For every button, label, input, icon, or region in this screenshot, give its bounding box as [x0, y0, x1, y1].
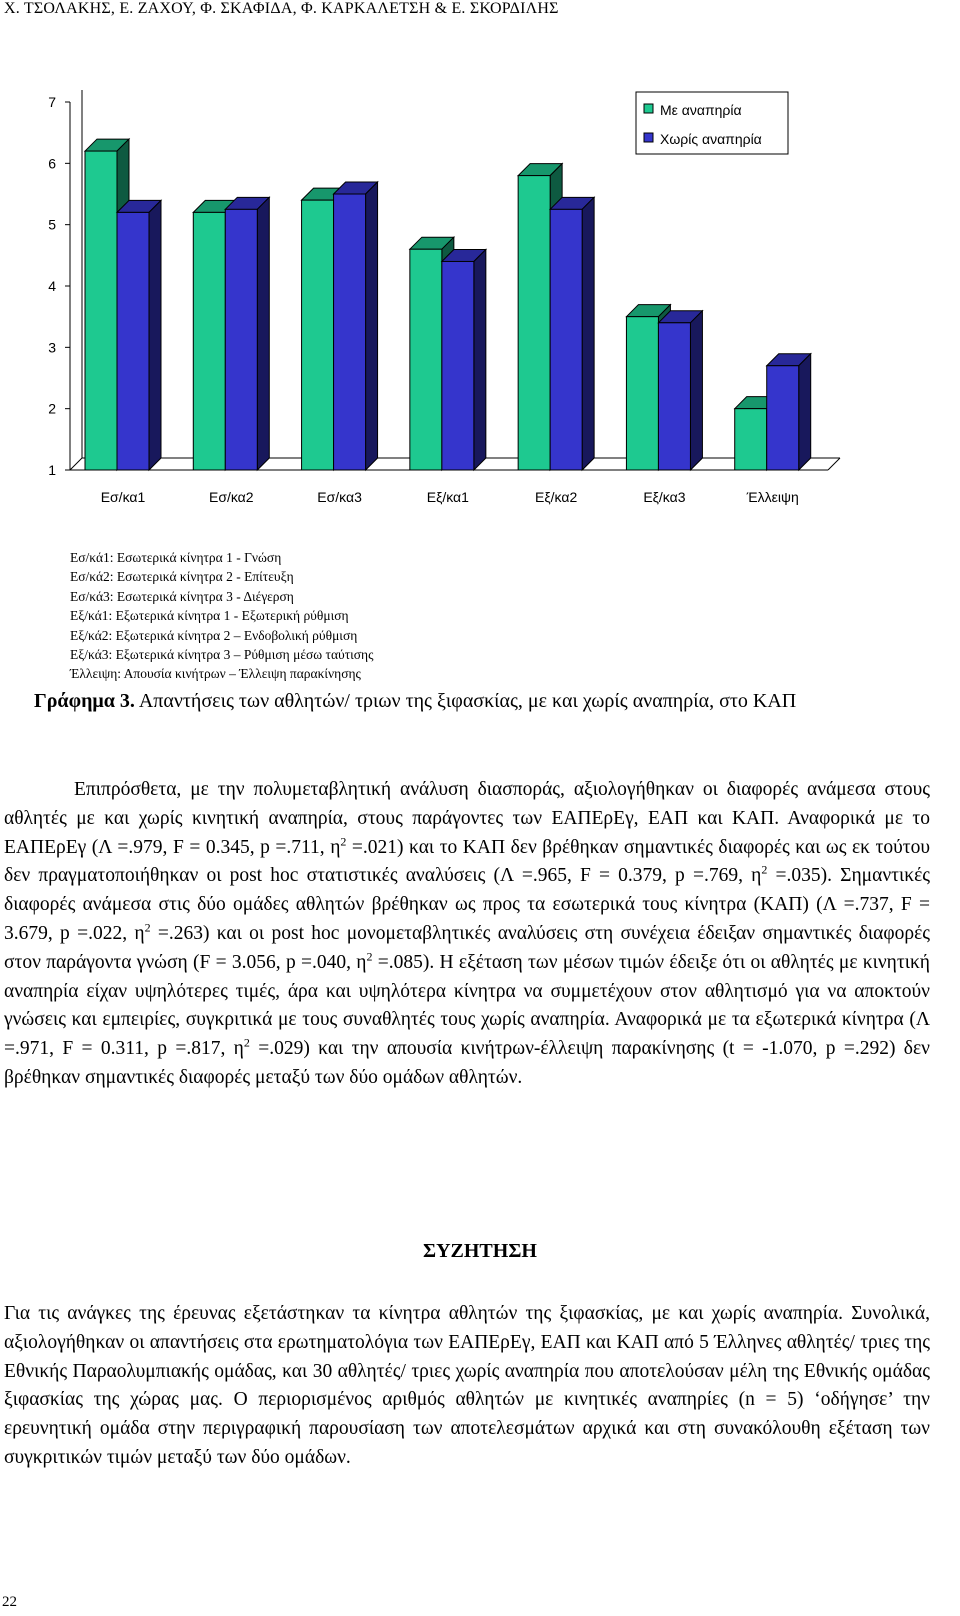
bar	[410, 249, 442, 470]
figure-label: Γράφημα 3.	[34, 690, 135, 712]
y-tick-label: 7	[48, 94, 56, 110]
abbreviation-note: Εξ/κά1: Εξωτερικά κίνητρα 1 - Εξωτερική ρύθμιση	[70, 608, 349, 624]
bar	[658, 323, 690, 470]
x-tick-label: Έλλειψη	[746, 489, 799, 505]
text-run: =.021) και το ΚΑΠ δεν βρέθηκαν σημαντικές διαφορές και ως εκ τούτου δεν πραγματοποιήθηκαν οι post hoc στατιστικές αναλύσεις (Λ =.965, F = 0.379, p =.769, η	[4, 836, 931, 887]
abbreviation-note: Εξ/κά2: Εξωτερικά κίνητρα 2 – Ενδοβολική ρύθμιση	[70, 627, 358, 643]
abbreviation-note: Εξ/κά3: Εξωτερικά κίνητρα 3 – Ρύθμιση μέσω ταύτισης	[70, 647, 374, 663]
legend-swatch	[644, 104, 653, 113]
bar	[193, 212, 225, 470]
abbreviation-note: Εσ/κά1: Εσωτερικά κίνητρα 1 - Γνώση	[70, 550, 282, 565]
superscript: 2	[761, 862, 768, 877]
x-tick-label: Εξ/κα1	[426, 489, 469, 505]
bar	[735, 409, 767, 470]
figure-caption-text: Απαντήσεις των αθλητών/ τριων της ξιφασκίας, με και χωρίς αναπηρία, στο ΚΑΠ	[134, 690, 797, 712]
bar	[302, 200, 334, 470]
abbreviation-note: Εσ/κά2: Εσωτερικά κίνητρα 2 - Επίτευξη	[70, 569, 294, 585]
legend-label: Με αναπηρία	[660, 102, 742, 118]
bar	[550, 209, 582, 470]
bar	[442, 261, 474, 470]
y-tick-label: 4	[48, 278, 56, 294]
legend-label: Χωρίς αναπηρία	[660, 131, 762, 147]
chart-bars	[85, 139, 811, 470]
running-header: Χ. ΤΣΟΛΑΚΗΣ, Ε. ΖΑΧΟΥ, Φ. ΣΚΑΦΙΔΑ, Φ. ΚΑΡΚΑΛΕΤΣΗ & Ε. ΣΚΟΡΔΙΛΗΣ	[4, 0, 559, 17]
y-tick-label: 5	[48, 216, 56, 233]
y-tick-label: 3	[48, 339, 56, 356]
text-run: =.085). Η εξέταση των μέσων τιμών έδειξε ότι οι αθλητές με κινητική αναπηρία είχαν υψηλότερες τιμές, άρα και υψηλότερα κίνητρα να συμμετέχουν στον αθλητισμό για να αποκτούν γνώσεις και εμπειρίες, συγκριτικά με τους συναθλητές τους χωρίς αναπηρία. Αναφορικά με τα εξωτερικά κίνητρα (Λ =.971, F = 0.311, p =.817, η	[4, 951, 930, 1060]
abbreviation-note: Εσ/κά3: Εσωτερικά κίνητρα 3 - Διέγερση	[70, 588, 294, 604]
bar-chart	[0, 82, 900, 522]
abbreviation-note: Έλλειψη: Απουσία κινήτρων – Έλλειψη παρακίνησης	[70, 666, 361, 682]
superscript: 2	[340, 834, 347, 849]
bar	[626, 317, 658, 470]
bar	[767, 366, 799, 470]
y-tick-labels	[48, 94, 56, 478]
x-tick-label: Εσ/κα1	[100, 489, 146, 505]
results-paragraph	[4, 776, 930, 1093]
text-run: Επιπρόσθετα, με την πολυμεταβλητική ανάλυση διασποράς, αξιολογήθηκαν οι διαφορές ανάμεσα στους αθλητές με και χωρίς κινητική αναπηρία, στους παράγοντες των ΕΑΠΕρΕγ, ΕΑΠ και ΚΑΠ. Αναφορικά με το ΕΑΠΕρΕγ (Λ =.979, F = 0.345, p =.711, η	[4, 779, 930, 858]
x-tick-label: Εσ/κα2	[208, 489, 254, 505]
bar-side	[366, 182, 378, 470]
bar-side	[474, 249, 486, 470]
y-tick-label: 2	[48, 400, 56, 417]
abbreviation-notes	[70, 548, 373, 684]
bar	[334, 194, 366, 470]
legend-swatch	[644, 133, 653, 142]
y-tick-label: 6	[48, 155, 56, 172]
bar	[85, 151, 117, 470]
bar-side	[257, 197, 269, 470]
bar	[225, 209, 257, 470]
figure-caption	[34, 690, 944, 713]
text-run: =.029) και την απουσία κινήτρων-έλλειψη παρακίνησης (t = -1.070, p =.292) δεν βρέθηκαν σημαντικές διαφορές μεταξύ των δύο ομάδων αθλητών.	[4, 1038, 930, 1088]
x-tick-label: Εξ/κα3	[643, 489, 686, 505]
x-tick-labels	[101, 489, 799, 505]
text-run: =.035). Σημαντικές διαφορές ανάμεσα στις δύο ομάδες αθλητών βρέθηκαν ως προς τα εσωτερικά τους κίνητρα (ΚΑΠ) (Λ =.737, F = 3.679, p =.022, η	[4, 865, 930, 944]
page-number: 22	[2, 1594, 17, 1610]
bar	[117, 212, 149, 470]
superscript: 2	[243, 1035, 250, 1050]
floor-left-edge	[70, 458, 82, 470]
superscript: 2	[366, 949, 373, 964]
chart-legend	[636, 92, 788, 154]
floor-right-edge	[828, 458, 840, 470]
text-run: =.263) και οι post hoc μονομεταβλητικές αναλύσεις στη συνέχεια έδειξαν σημαντικές διαφορές στον παράγοντα γνώση (F = 3.056, p =.040, η	[4, 922, 930, 973]
bar-side	[582, 197, 594, 470]
x-tick-label: Εξ/κα2	[535, 489, 578, 505]
bar-side	[690, 311, 702, 470]
bar-side	[149, 200, 161, 470]
bar-side	[799, 354, 811, 470]
discussion-paragraph: Για τις ανάγκες της έρευνας εξετάστηκαν τα κίνητρα αθλητών της ξιφασκίας, με και χωρίς αναπηρία. Συνολικά, αξιολογήθηκαν οι απαντήσεις στα ερωτηματολόγια των ΕΑΠΕρΕγ, ΕΑΠ και ΚΑΠ από 5 Έλληνες αθλητές/ τριες της Εθνικής Παραολυμπιακής ομάδας, και 30 αθλητές/ τριες χωρίς αναπηρία που αποτελούσαν μέλη της Εθνικής ομάδας ξιφασκίας της χώρας μας. Ο περιορισμένος αριθμός αθλητών με κινητικές αναπηρίες (n = 5) ‘οδήγησε’ την ερευνητική ομάδα στην περιγραφική παρουσίαση των αποτελεσμάτων αρχικά και στη συνακόλουθη εξέταση των συγκριτικών τιμών μεταξύ των δύο ομάδων.	[4, 1303, 930, 1468]
x-tick-label: Εσ/κα3	[317, 489, 362, 505]
section-heading: ΣΥΖΗΤΗΣΗ	[423, 1240, 537, 1262]
y-tick-label: 1	[48, 462, 56, 478]
bar	[518, 176, 550, 470]
superscript: 2	[144, 920, 151, 935]
